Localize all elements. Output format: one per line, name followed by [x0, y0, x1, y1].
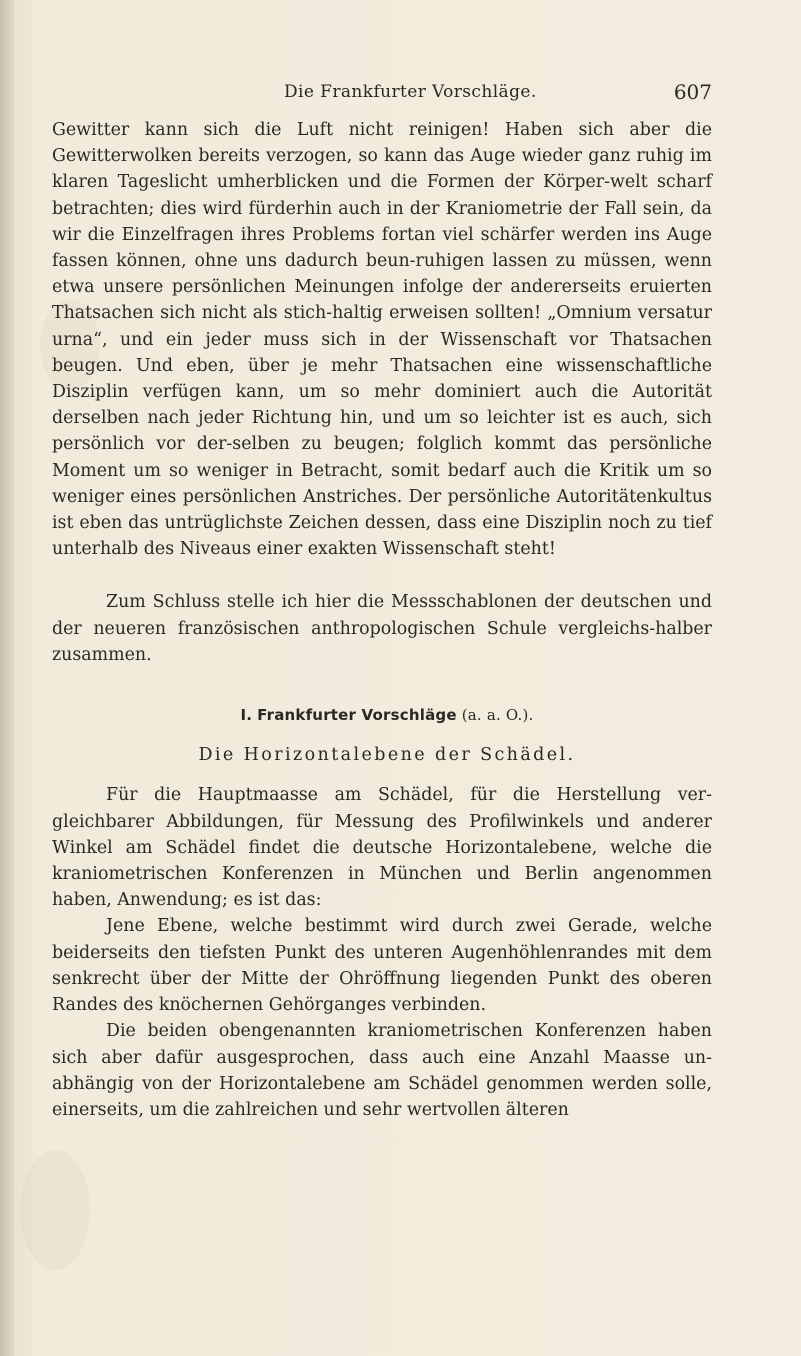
- paragraph: Für die Hauptmaasse am Schädel, für die Herstellung ver-gleichbarer Abbildungen, für Messung des Profilwinkels und anderer Winkel am Schädel findet die deutsche Horizontalebene, welche die kraniometrischen Konferenzen in München und Berlin angenommen haben, Anwendung; es ist das:: [52, 785, 712, 911]
- paragraph: Die beiden obengenannten kraniometrischen Konferenzen haben sich aber dafür ausgesprochen, dass auch eine Anzahl Maasse un-abhängig von der Horizontalebene am Schädel genommen werden solle, einerseits, um die zahlreichen und sehr wertvollen älteren: [52, 1021, 712, 1120]
- paragraph: Jene Ebene, welche bestimmt wird durch zwei Gerade, welche beiderseits den tiefsten Punkt des unteren Augenhöhlenrandes mit dem senkrecht über der Mitte der Ohröffnung liegenden Punkt des oberen Randes des knöchernen Gehörganges verbinden.: [52, 916, 712, 1016]
- section-reference: (a. a. O.).: [461, 706, 534, 725]
- section-heading: [52, 702, 712, 728]
- running-head: Die Frankfurter Vorschläge.: [284, 82, 537, 102]
- section-title: Frankfurter Vorschläge: [257, 706, 457, 725]
- body-text: [52, 117, 712, 1123]
- paragraph: Gewitter kann sich die Luft nicht reinigen! Haben sich aber die Gewitterwolken bereits verzogen, so kann das Auge wieder ganz ruhig im klaren Tageslicht umherblicken und die Formen der Körper-welt scharf betrachten; dies wird fürderhin auch in der Kraniometrie der Fall sein, da wir die Einzelfragen ihres Problems fortan viel schärfer werden ins Auge fassen können, ohne uns dadurch beun-ruhigen lassen zu müssen, wenn etwa unsere persönlichen Meinungen infolge der andererseits eruierten Thatsachen sich nicht als stich-haltig erweisen sollten! „Omnium versatur urna“, und ein jeder muss sich in der Wissenschaft vor Thatsachen beugen. Und eben, über je mehr Thatsachen eine wissenschaftliche Disziplin verfügen kann, um so mehr dominiert auch die Autorität derselben nach jeder Richtung hin, und um so leichter ist es auch, sich persönlich vor der-selben zu beugen; folglich kommt das persönliche Moment um so weniger in Betracht, somit bedarf auch die Kritik um so weniger eines persönlichen Anstriches. Der persönliche Autoritätenkultus ist eben das untrüglichste Zeichen dessen, dass eine Disziplin noch zu tief unterhalb des Niveaus einer exakten Wissenschaft steht!: [52, 120, 712, 560]
- page-header: [200, 82, 760, 112]
- subheading: Die Horizontalebene der Schädel.: [198, 745, 576, 766]
- page-number: 607: [673, 80, 712, 104]
- page-spine-shadow: [0, 0, 14, 1356]
- section-number: I.: [240, 706, 253, 725]
- paper-stain: [20, 1150, 90, 1270]
- paragraph: Zum Schluss stelle ich hier die Messschablonen der deutschen und der neueren französischen anthropologischen Schule vergleichs-halber zusammen.: [52, 592, 712, 665]
